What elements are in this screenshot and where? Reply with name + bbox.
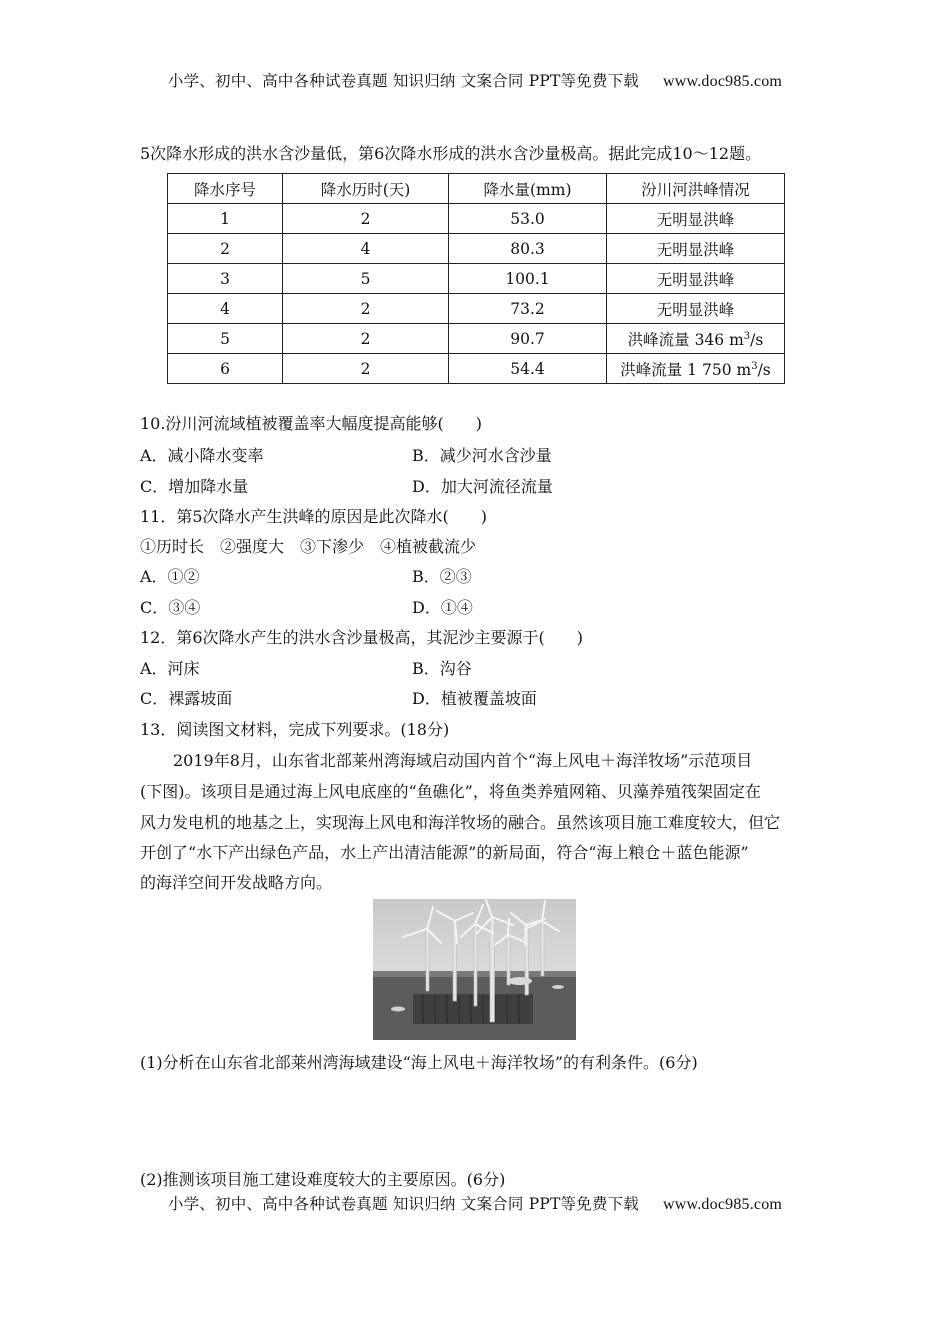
q13-paragraph-line: (下图)。该项目是通过海上风电底座的“鱼礁化”，将鱼类养殖网箱、贝藻养殖筏架固定在 (140, 782, 761, 801)
q11-items: ①历时长 ②强度大 ③下渗少 ④植被截流少 (140, 537, 477, 556)
table-cell: 54.4 (449, 354, 607, 384)
wind-farm-photo (373, 899, 576, 1040)
table-row (168, 234, 785, 264)
table-cell: 3 (168, 264, 283, 294)
table-row (168, 204, 785, 234)
header-site: www.doc985.com (663, 73, 783, 90)
footer-site: www.doc985.com (663, 1196, 783, 1213)
q10-option-d: D．加大河流径流量 (412, 477, 553, 496)
page-footer (0, 1192, 950, 1214)
header-cell: 汾川河洪峰情况 (607, 174, 785, 204)
table-cell: 2 (283, 294, 449, 324)
q13-paragraph-line: 风力发电机的地基之上，实现海上风电和海洋牧场的融合。虽然该项目施工难度较大，但它 (140, 813, 781, 832)
wind-farm-illustration (373, 899, 576, 1040)
table-cell: 4 (168, 294, 283, 324)
table-cell: 无明显洪峰 (607, 294, 785, 324)
header-text: 小学、初中、高中各种试卷真题 知识归纳 文案合同 PPT等免费下载 (167, 72, 639, 90)
table-cell: 2 (283, 324, 449, 354)
table-cell: 5 (283, 264, 449, 294)
q10-option-b: B．减少河水含沙量 (412, 446, 552, 465)
q10-option-c: C．增加降水量 (140, 477, 249, 496)
q12-option-a: A．河床 (140, 659, 200, 678)
table-header-row (168, 174, 785, 204)
table-cell: 无明显洪峰 (607, 204, 785, 234)
table-cell: 90.7 (449, 324, 607, 354)
q11-option-d: D．①④ (412, 598, 473, 617)
table-cell: 53.0 (449, 204, 607, 234)
flood-unit: /s (750, 330, 764, 349)
q13-paragraph-line: 的海洋空间开发战略方向。 (140, 873, 333, 892)
header-cell: 降水序号 (168, 174, 283, 204)
table-cell: 80.3 (449, 234, 607, 264)
flood-superscript: 3 (743, 330, 751, 342)
table-row (168, 264, 785, 294)
intro-text: 5次降水形成的洪水含沙量低，第6次降水形成的洪水含沙量极高。据此完成10～12题。 (140, 144, 762, 163)
table-row (168, 354, 785, 384)
q10-stem: 10.汾川河流域植被覆盖率大幅度提高能够( ) (140, 414, 482, 433)
table-cell: 无明显洪峰 (607, 234, 785, 264)
table-cell: 2 (283, 204, 449, 234)
table-cell: 无明显洪峰 (607, 264, 785, 294)
q10-option-a: A．减小降水变率 (140, 446, 264, 465)
q13-stem: 13．阅读图文材料，完成下列要求。(18分) (140, 720, 450, 739)
footer-text: 小学、初中、高中各种试卷真题 知识归纳 文案合同 PPT等免费下载 (167, 1195, 639, 1213)
flood-unit: /s (757, 360, 771, 379)
q13-sub2: (2)推测该项目施工建设难度较大的主要原因。(6分) (140, 1170, 506, 1189)
table-cell: 6 (168, 354, 283, 384)
table-cell: 100.1 (449, 264, 607, 294)
page-header (0, 69, 950, 91)
flood-value: 洪峰流量 346 m (627, 330, 744, 349)
header-cell: 降水量(mm) (449, 174, 607, 204)
q12-stem: 12．第6次降水产生的洪水含沙量极高，其泥沙主要源于( ) (140, 628, 584, 647)
table-cell: 2 (283, 354, 449, 384)
q11-stem: 11．第5次降水产生洪峰的原因是此次降水( ) (140, 507, 488, 526)
header-cell: 降水历时(天) (283, 174, 449, 204)
table-cell: 73.2 (449, 294, 607, 324)
q11-option-a: A．①② (140, 567, 200, 586)
table-cell: 5 (168, 324, 283, 354)
q13-paragraph-line: 开创了“水下产出绿色产品，水上产出清洁能源”的新局面，符合“海上粮仓＋蓝色能源” (140, 843, 749, 862)
table-cell (607, 324, 785, 354)
table-row (168, 294, 785, 324)
table-row (168, 324, 785, 354)
rainfall-table (167, 173, 785, 384)
table-cell: 1 (168, 204, 283, 234)
flood-superscript: 3 (751, 360, 758, 372)
q12-option-b: B．沟谷 (412, 659, 472, 678)
table-cell: 4 (283, 234, 449, 264)
table-cell: 2 (168, 234, 283, 264)
q12-option-d: D．植被覆盖坡面 (412, 689, 537, 708)
q12-option-c: C．裸露坡面 (140, 689, 233, 708)
table-cell (607, 354, 785, 384)
q11-option-c: C．③④ (140, 598, 201, 617)
q13-paragraph-line: 2019年8月，山东省北部莱州湾海域启动国内首个“海上风电＋海洋牧场”示范项目 (173, 751, 753, 770)
q11-option-b: B．②③ (412, 567, 472, 586)
q13-sub1: (1)分析在山东省北部莱州湾海域建设“海上风电＋海洋牧场”的有利条件。(6分) (140, 1053, 698, 1072)
flood-value: 洪峰流量 1 750 m (620, 360, 752, 379)
